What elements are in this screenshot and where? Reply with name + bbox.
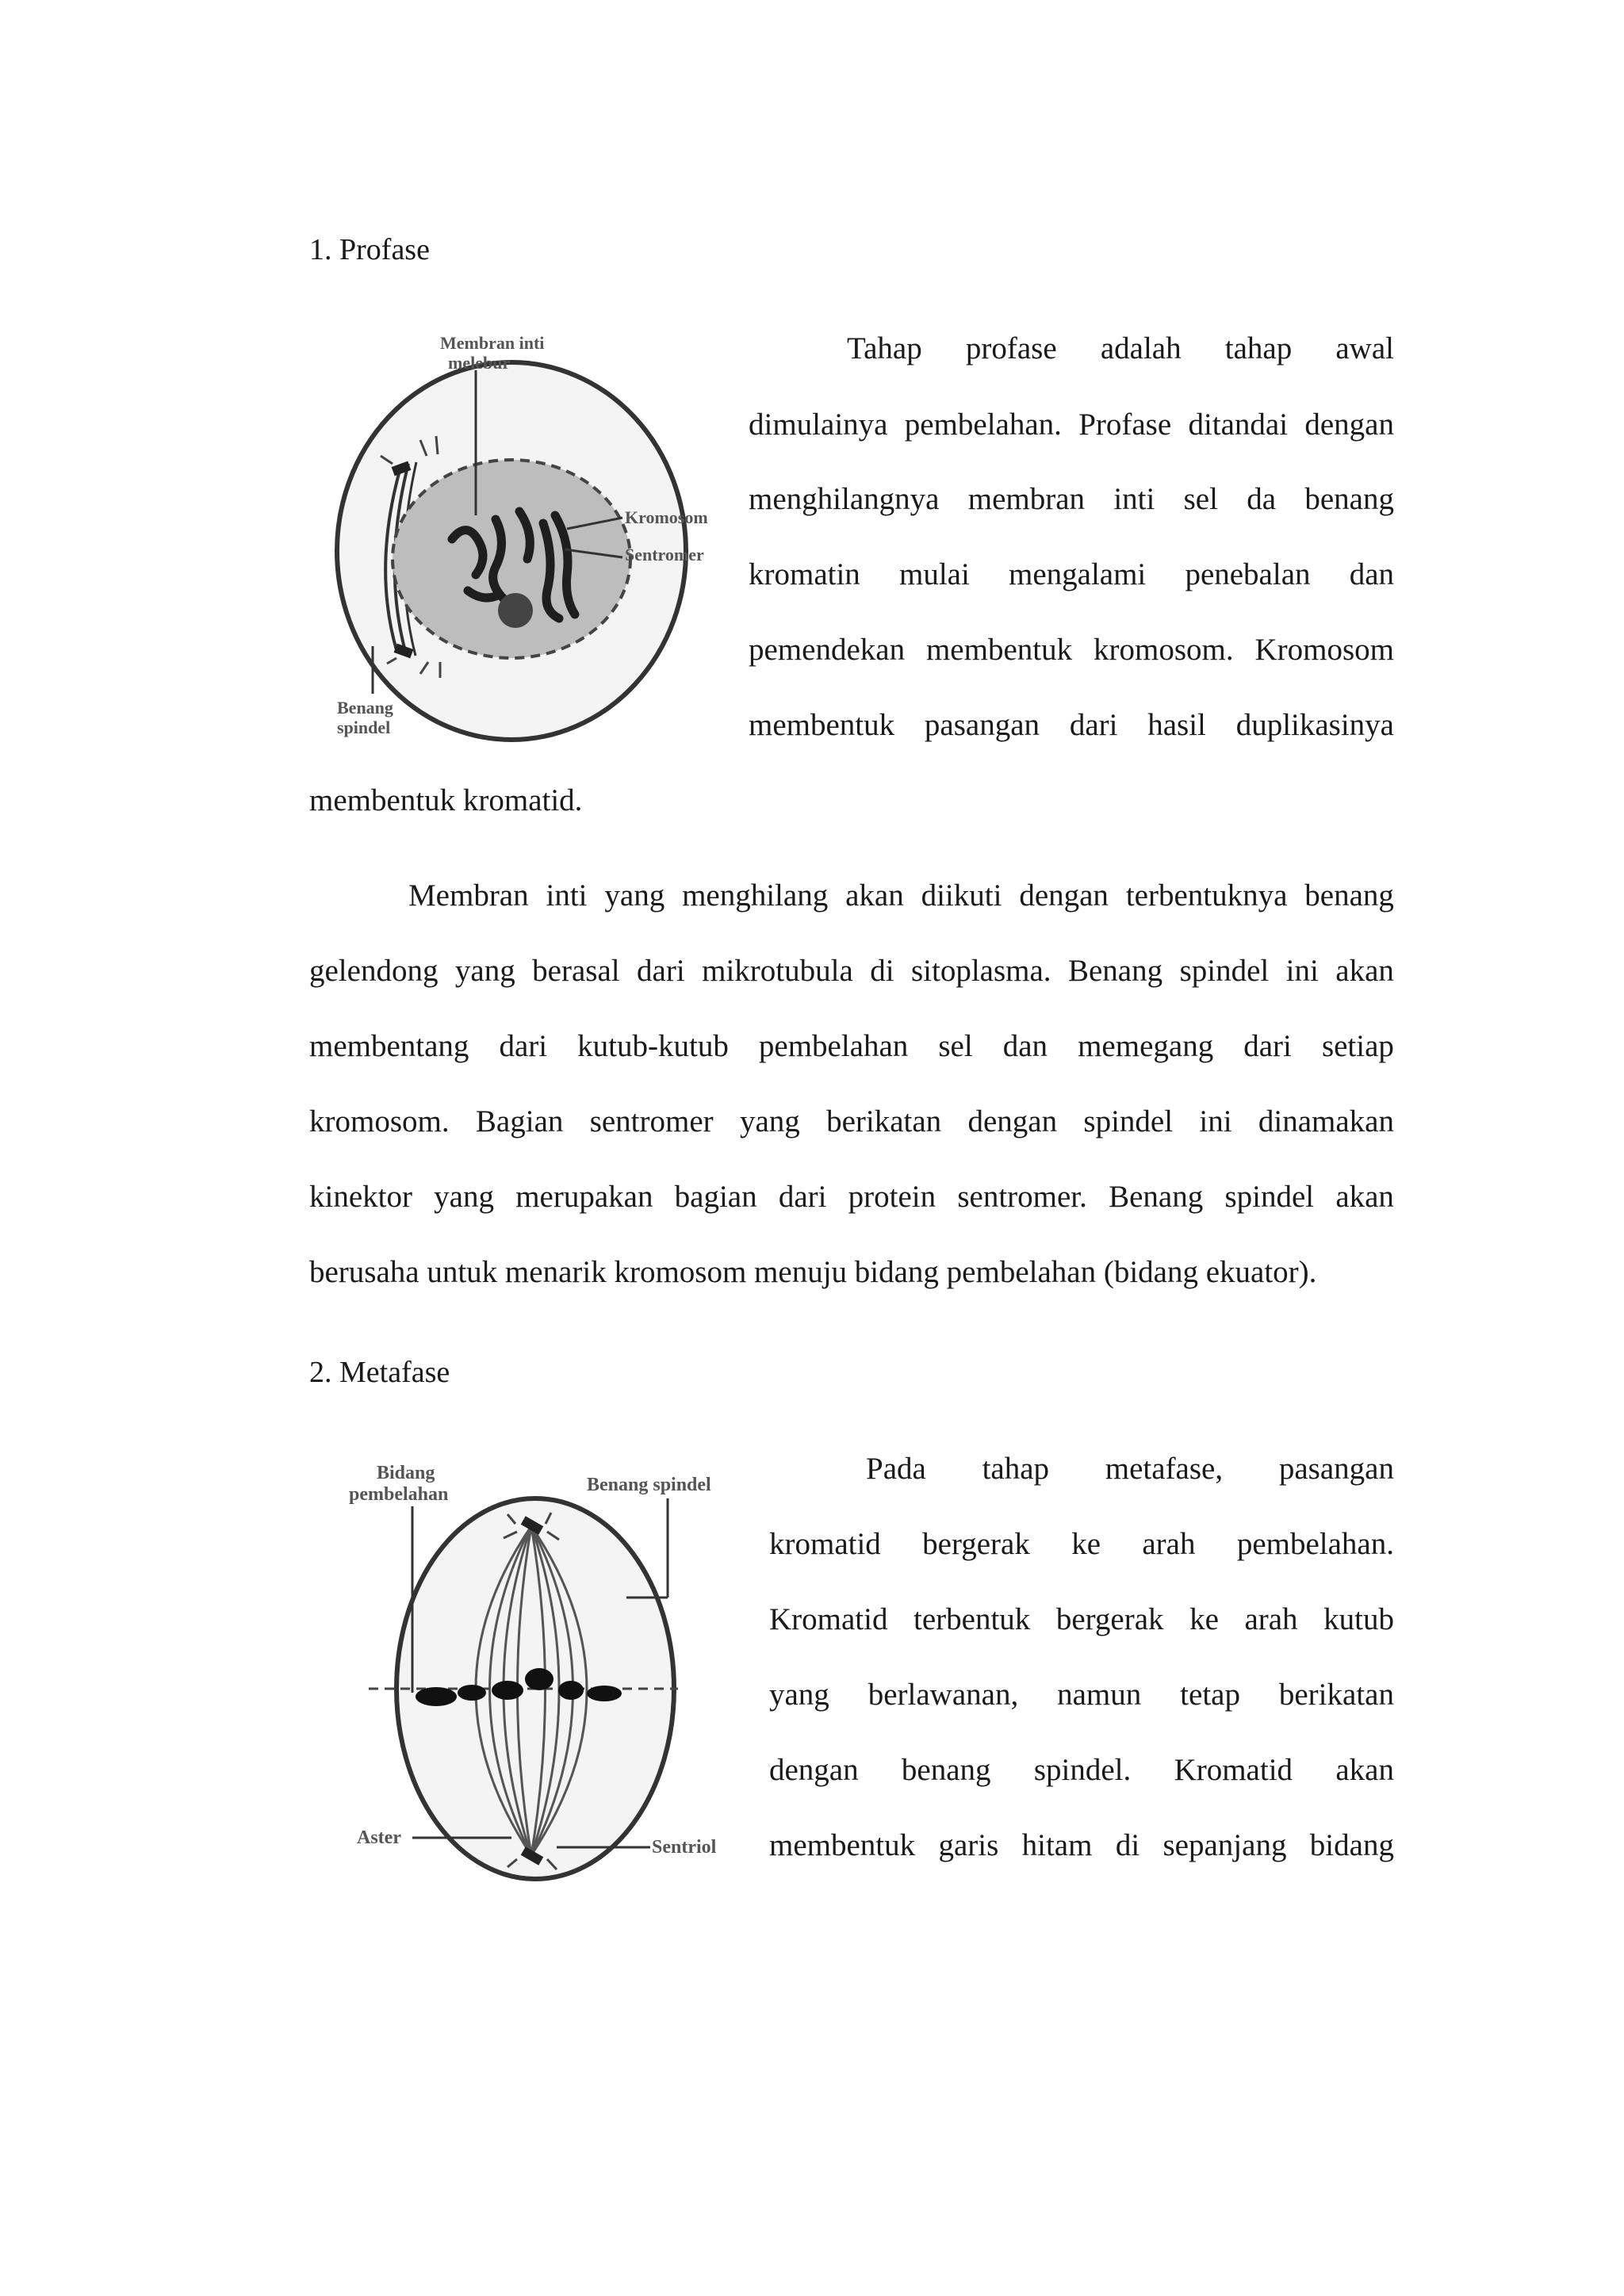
para1-line-7: membentuk kromatid. xyxy=(309,783,583,817)
label-sentriol: Sentriol xyxy=(652,1837,717,1858)
profase-diagram xyxy=(317,321,730,753)
label-pembelahan: pembelahan xyxy=(349,1484,449,1505)
para2-line-5: kinektor yang merupakan bagian dari protein sentromer. Benang spindel akan xyxy=(309,1180,1394,1214)
para2-line-2: gelendong yang berasal dari mikrotubula di sitoplasma. Benang spindel ini akan xyxy=(309,954,1394,988)
figure-metafase xyxy=(349,1459,753,1883)
para1-line-6: membentuk pasangan dari hasil duplikasinya xyxy=(749,708,1394,742)
label-melebur: melebur xyxy=(448,353,511,373)
heading-profase: 1. Profase xyxy=(309,233,430,266)
heading-metafase: 2. Metafase xyxy=(309,1356,450,1389)
para2-line-4: kromosom. Bagian sentromer yang berikatan dengan spindel ini dinamakan xyxy=(309,1104,1394,1138)
label-benang-spindel: Benang spindel xyxy=(587,1475,711,1495)
para2-line-1: Membran inti yang menghilang akan diikuti dengan terbentuknya benang xyxy=(408,878,1394,913)
nucleus xyxy=(393,460,630,658)
para1-line-2: dimulainya pembelahan. Profase ditandai dengan xyxy=(749,408,1394,442)
label-membran-inti: Membran inti xyxy=(440,333,545,353)
figure-profase xyxy=(317,321,730,753)
para2-line-6: berusaha untuk menarik kromosom menuju bidang pembelahan (bidang ekuator). xyxy=(309,1255,1317,1289)
meta-line-1: Pada tahap metafase, pasangan xyxy=(866,1452,1394,1486)
label-bidang: Bidang xyxy=(377,1463,435,1483)
label-aster: Aster xyxy=(357,1827,401,1848)
para1-line-4: kromatin mulai mengalami penebalan dan xyxy=(749,557,1394,591)
para1-line-5: pemendekan membentuk kromosom. Kromosom xyxy=(749,633,1394,667)
label-spindel: spindel xyxy=(337,718,391,737)
para1-line-1: Tahap profase adalah tahap awal xyxy=(847,331,1394,365)
meta-line-6: membentuk garis hitam di sepanjang bidang xyxy=(769,1828,1394,1862)
meta-line-2: kromatid bergerak ke arah pembelahan. xyxy=(769,1527,1394,1561)
meta-line-4: yang berlawanan, namun tetap berikatan xyxy=(769,1678,1394,1712)
para2-line-3: membentang dari kutub-kutub pembelahan sel dan memegang dari setiap xyxy=(309,1029,1394,1063)
label-kromosom: Kromosom xyxy=(625,507,708,527)
meta-line-5: dengan benang spindel. Kromatid akan xyxy=(769,1753,1394,1787)
label-benang: Benang xyxy=(337,698,393,718)
label-sentromer: Sentromer xyxy=(625,545,704,564)
meta-line-3: Kromatid terbentuk bergerak ke arah kutub xyxy=(769,1602,1394,1636)
metafase-diagram xyxy=(349,1459,753,1883)
para1-line-3: menghilangnya membran inti sel da benang xyxy=(749,482,1394,516)
